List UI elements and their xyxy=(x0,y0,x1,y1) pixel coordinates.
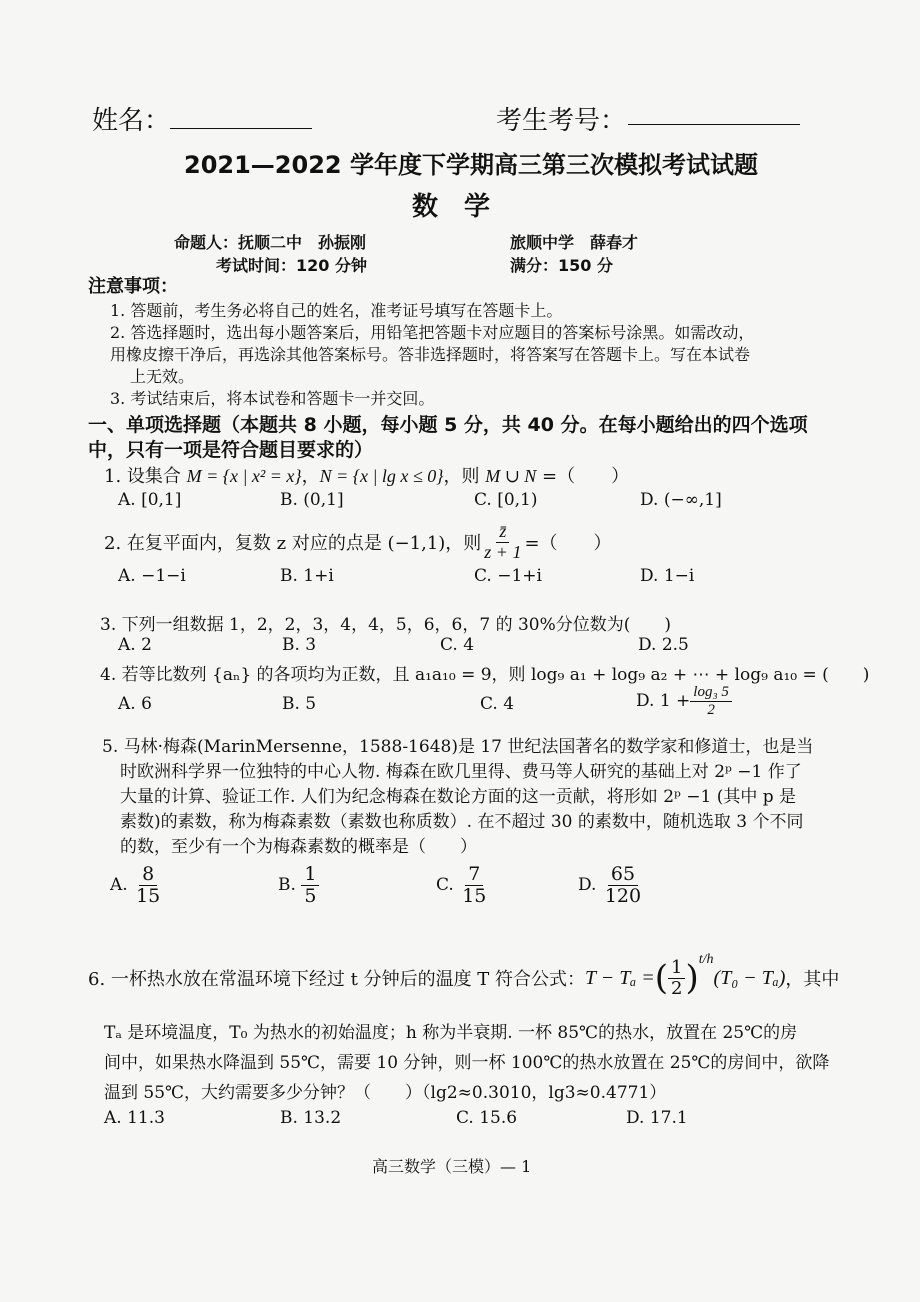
q5-line-4: 素数)的素数，称为梅森素数（素数也称质数）. 在不超过 30 的素数中，随机选取 3 个不同 xyxy=(120,812,804,832)
q2-fraction-denominator: z + 1 xyxy=(484,541,522,562)
author2-line: 旅顺中学 薛春才 xyxy=(510,233,639,252)
exam-number-blank xyxy=(628,124,800,125)
q1-stem-part: ，则 xyxy=(443,466,486,487)
q2-option-d: D. 1−i xyxy=(640,566,695,586)
q6-right-paren: ) xyxy=(685,958,699,999)
q3-option-b: B. 3 xyxy=(282,635,317,655)
q1-set-m: M = {x | x² = x} xyxy=(186,466,302,486)
q3-option-c: C. 4 xyxy=(440,635,475,655)
note-2-line-3: 上无效。 xyxy=(130,367,195,386)
q2-option-a: A. −1−i xyxy=(118,566,186,586)
question-2-stem xyxy=(104,522,612,563)
notes-title: 注意事项： xyxy=(88,276,178,297)
q2-option-b: B. 1+i xyxy=(280,566,334,586)
q6-line-2: Tₐ 是环境温度，T₀ 为热水的初始温度；h 称为半衰期. 一杯 85℃的热水，放置在 25℃的房 xyxy=(104,1023,798,1043)
q6-left-paren: ( xyxy=(654,958,669,999)
full-score: 满分：150 分 xyxy=(510,256,613,275)
q2-option-c: C. −1+i xyxy=(474,566,542,586)
q5-line-1: 5. 马林·梅森(MarinMersenne，1588-1648)是 17 世纪法国著名的数学家和修道士，也是当 xyxy=(102,737,814,757)
q5-option-b-label: B. xyxy=(278,875,296,896)
q4-option-d-numerator: log₃ 5 xyxy=(690,684,732,702)
q5-option-d xyxy=(578,864,644,907)
exam-title: 2021—2022 学年度下学期高三第三次模拟考试试题 xyxy=(184,151,758,179)
q4-option-b: B. 5 xyxy=(282,694,317,714)
q4-option-d-denominator: 2 xyxy=(707,701,715,718)
q5-c-denominator: 15 xyxy=(462,884,487,907)
q5-b-numerator: 1 xyxy=(301,864,319,886)
author-line: 命题人：抚顺二中 孙振刚 xyxy=(174,233,367,252)
q2-stem-part: 2. 在复平面内，复数 z 对应的点是 (−1,1)，则 xyxy=(104,533,482,555)
name-label: 姓名： xyxy=(92,106,171,136)
q6-option-b: B. 13.2 xyxy=(280,1108,342,1128)
q5-option-c xyxy=(436,864,489,907)
q6-option-a: A. 11.3 xyxy=(104,1108,165,1128)
q5-option-a-fraction xyxy=(133,864,163,907)
exam-time: 考试时间：120 分钟 xyxy=(216,256,367,275)
q3-option-d: D. 2.5 xyxy=(638,635,689,655)
q6-option-d: D. 17.1 xyxy=(626,1108,688,1128)
q5-a-denominator: 15 xyxy=(136,884,161,907)
q6-line-1-end: ，其中 xyxy=(785,969,840,991)
q6-line-4: 温到 55℃，大约需要多少分钟？（ ）（lg2≈0.3010，lg3≈0.4771） xyxy=(104,1083,667,1103)
q1-stem-part: 1. 设集合 xyxy=(104,466,187,487)
q1-stem-part: =（ ） xyxy=(536,466,630,487)
note-1: 1. 答题前，考生务必将自己的姓名，准考证号填写在答题卡上。 xyxy=(110,301,563,320)
q1-union: M ∪ N xyxy=(485,466,537,486)
q5-option-c-fraction xyxy=(459,864,489,907)
note-2-line-2: 用橡皮擦干净后，再选涂其他答案标号。答非选择题时，将答案写在答题卡上。写在本试卷 xyxy=(110,345,751,364)
q5-option-b-fraction xyxy=(301,864,319,907)
question-4-stem: 4. 若等比数列 {aₙ} 的各项均为正数，且 a₁a₁₀ = 9，则 log₉ a₁ + log₉ a₂ + ⋯ + log₉ a₁₀ = ( ) xyxy=(100,665,870,685)
q5-c-numerator: 7 xyxy=(465,864,483,886)
subject-title: 数 学 xyxy=(412,192,491,222)
q6-formula-right: (T₀ − Tₐ) xyxy=(713,966,786,989)
q1-option-a: A. [0,1] xyxy=(118,490,182,510)
q5-line-3: 大量的计算、验证工作. 人们为纪念梅森在数论方面的这一贡献，将形如 2ᵖ −1 (其中 p 是 xyxy=(120,787,797,807)
q6-half-denominator: 2 xyxy=(671,977,683,999)
q5-option-b xyxy=(278,864,319,907)
question-1-stem xyxy=(104,462,629,488)
q6-half-fraction xyxy=(668,958,685,999)
q4-option-d-prefix: D. 1 + xyxy=(636,691,691,711)
section-1-title-line-1: 一、单项选择题（本题共 8 小题，每小题 5 分，共 40 分。在每小题给出的四个选项 xyxy=(88,414,808,436)
q5-option-d-label: D. xyxy=(578,875,597,896)
question-3-stem: 3. 下列一组数据 1，2，2，3，4，4，5，6，6，7 的 30%分位数为( ) xyxy=(100,615,672,635)
q1-set-n: N = {x | lg x ≤ 0} xyxy=(319,466,444,486)
q6-exponent: t/h xyxy=(698,952,714,968)
q6-option-c: C. 15.6 xyxy=(456,1108,518,1128)
note-3: 3. 考试结束后，将本试卷和答题卡一并交回。 xyxy=(110,389,435,408)
q1-option-d: D. (−∞,1] xyxy=(640,490,722,510)
note-2-line-1: 2. 答选择题时，选出每小题答案后，用铅笔把答题卡对应题目的答案标号涂黑。如需改动， xyxy=(110,323,755,342)
exam-number-label: 考生考号： xyxy=(496,106,627,136)
q5-b-denominator: 5 xyxy=(304,884,317,907)
q4-option-a: A. 6 xyxy=(118,694,152,714)
q5-a-numerator: 8 xyxy=(139,864,157,886)
q5-option-a xyxy=(110,864,163,907)
name-blank xyxy=(170,128,312,129)
q5-option-a-label: A. xyxy=(110,875,128,896)
q5-line-5: 的数，至少有一个为梅森素数的概率是（ ） xyxy=(120,837,477,857)
q6-line-1-text: 6. 一杯热水放在常温环境下经过 t 分钟后的温度 T 符合公式： xyxy=(88,969,586,991)
q5-option-d-fraction xyxy=(602,864,644,907)
q5-option-c-label: C. xyxy=(436,875,454,896)
q2-fraction xyxy=(481,522,524,563)
q5-line-2: 时欧洲科学界一位独特的中心人物. 梅森在欧几里得、费马等人研究的基础上对 2ᵖ −1 作了 xyxy=(120,762,802,782)
section-1-title-line-2: 中，只有一项是符合题目要求的） xyxy=(88,439,374,461)
q1-option-b: B. (0,1] xyxy=(280,490,344,510)
q2-stem-part: =（ ） xyxy=(524,533,612,555)
q6-line-3: 间中，如果热水降温到 55℃，需要 10 分钟，则一杯 100℃的热水放置在 25℃的房间中，欲降 xyxy=(104,1053,830,1073)
page-footer: 高三数学（三模）— 1 xyxy=(372,1157,532,1176)
q6-half-numerator: 1 xyxy=(668,958,685,979)
q2-fraction-numerator: z̄ xyxy=(496,522,509,543)
q3-option-a: A. 2 xyxy=(118,635,152,655)
q1-option-c: C. [0,1) xyxy=(474,490,538,510)
q6-line-1 xyxy=(88,952,840,999)
q6-formula-left: T − Tₐ = xyxy=(585,966,655,989)
q5-d-numerator: 65 xyxy=(608,864,638,886)
q1-comma: ， xyxy=(301,466,320,487)
q4-option-d-fraction xyxy=(690,684,732,718)
q4-option-c: C. 4 xyxy=(480,694,515,714)
q5-d-denominator: 120 xyxy=(604,884,642,907)
q4-option-d xyxy=(636,684,732,718)
